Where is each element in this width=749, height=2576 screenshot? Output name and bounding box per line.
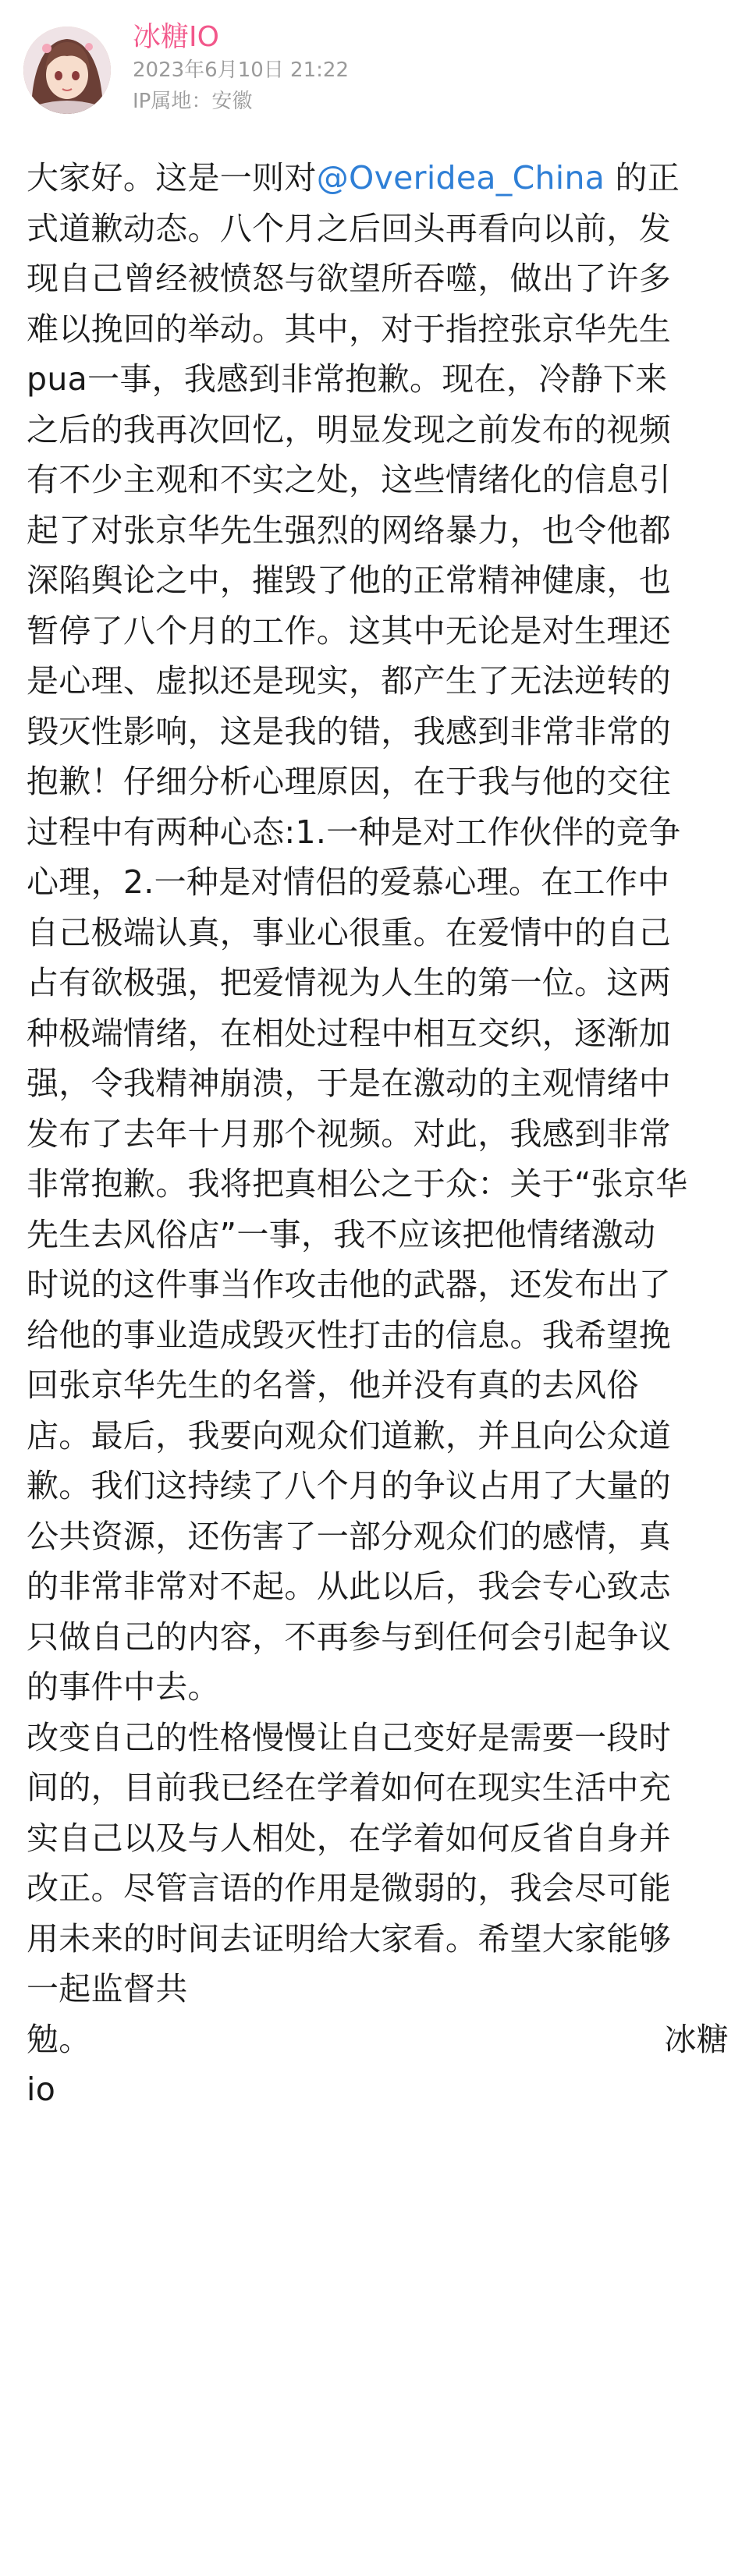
post-line: 的事件中去。: [27, 1668, 220, 1706]
post-line-1-after: 的正: [605, 159, 680, 197]
post-line: 只做自己的内容，不再参与到任何会引起争议: [27, 1618, 671, 1656]
signature-line: [27, 2014, 729, 2065]
post-line-1: [27, 153, 729, 204]
post-line: 起了对张京华先生强烈的网络暴力，也令他都: [27, 511, 671, 549]
username[interactable]: 冰糖IO: [133, 21, 219, 53]
signature-name: 冰糖: [664, 2020, 729, 2058]
post-line: 是心理、虚拟还是现实，都产生了无法逆转的: [27, 662, 671, 700]
post-line: 给他的事业造成毁灭性打击的信息。我希望挽: [27, 1316, 671, 1354]
post-line: 用未来的时间去证明给大家看。希望大家能够: [27, 1919, 671, 1958]
post-line-1-before: 大家好。这是一则对: [27, 159, 317, 197]
post-line: 店。最后，我要向观众们道歉，并且向公众道: [27, 1416, 671, 1455]
ip-location: IP属地：安徽: [133, 90, 253, 113]
post-line: 间的，目前我已经在学着如何在现实生活中充: [27, 1769, 671, 1806]
post-line: 之后的我再次回忆，明显发现之前发布的视频: [27, 410, 671, 448]
post-line: 种极端情绪，在相处过程中相互交织，逐渐加: [27, 1014, 671, 1052]
post-line: 公共资源，还伤害了一部分观众们的感情，真: [27, 1517, 671, 1555]
post-body: [27, 153, 729, 2115]
sign-left-text: 勉。: [27, 2020, 91, 2058]
post-line: 过程中有两种心态:1.一种是对工作伙伴的竞争: [27, 813, 681, 851]
avatar[interactable]: [23, 27, 111, 114]
post-line: 有不少主观和不实之处，这些情绪化的信息引: [27, 461, 671, 498]
mention-link[interactable]: @Overidea_China: [316, 159, 605, 197]
post-line: 难以挽回的举动。其中，对于指控张京华先生: [27, 310, 671, 348]
avatar-anime-girl-icon: [23, 27, 111, 114]
post-line: 先生去风俗店”一事，我不应该把他情绪激动: [27, 1215, 656, 1253]
post-line: 心理，2.一种是对情侣的爱慕心理。在工作中: [27, 863, 670, 901]
post-line: 歉。我们这持续了八个月的争议占用了大量的: [27, 1467, 671, 1504]
post-line: 非常抱歉。我将把真相公之于众：关于“张京华: [27, 1165, 688, 1203]
post-line: 时说的这件事当作攻击他的武器，还发布出了: [27, 1266, 671, 1303]
user-meta: [133, 19, 349, 117]
post-line: 占有欲极强，把爱情视为人生的第一位。这两: [27, 964, 671, 1001]
post-line: pua一事，我感到非常抱歉。现在，冷静下来: [27, 360, 668, 398]
post-line: 强，令我精神崩溃，于是在激动的主观情绪中: [27, 1065, 671, 1102]
post-line: 抱歉！仔细分析心理原因，在于我与他的交往: [27, 763, 671, 800]
post-line: 实自己以及与人相处，在学着如何反省自身并: [27, 1819, 671, 1857]
post-line: 一起监督共: [27, 1970, 188, 2007]
post-line: 毁灭性影响，这是我的错，我感到非常非常的: [27, 712, 671, 750]
post-header: [23, 19, 726, 128]
post-line: 发布了去年十月那个视频。对此，我感到非常: [27, 1114, 671, 1153]
post-line: 回张京华先生的名誉，他并没有真的去风俗: [27, 1366, 639, 1404]
post-line-last: io: [27, 2071, 56, 2108]
post-timestamp: 2023年6月10日 21:22: [133, 58, 349, 82]
post-line: 自己极端认真，事业心很重。在爱情中的自己: [27, 913, 671, 951]
post-line: 的非常非常对不起。从此以后，我会专心致志: [27, 1568, 671, 1605]
post-line: 式道歉动态。八个月之后回头再看向以前，发: [27, 209, 671, 247]
post-line: 深陷舆论之中，摧毁了他的正常精神健康，也: [27, 562, 671, 599]
post-line: 暂停了八个月的工作。这其中无论是对生理还: [27, 611, 671, 650]
post-line: 改正。尽管言语的作用是微弱的，我会尽可能: [27, 1869, 671, 1907]
post-line: 改变自己的性格慢慢让自己变好是需要一段时: [27, 1718, 671, 1756]
post-line: 现自己曾经被愤怒与欲望所吞噬，做出了许多: [27, 260, 671, 297]
